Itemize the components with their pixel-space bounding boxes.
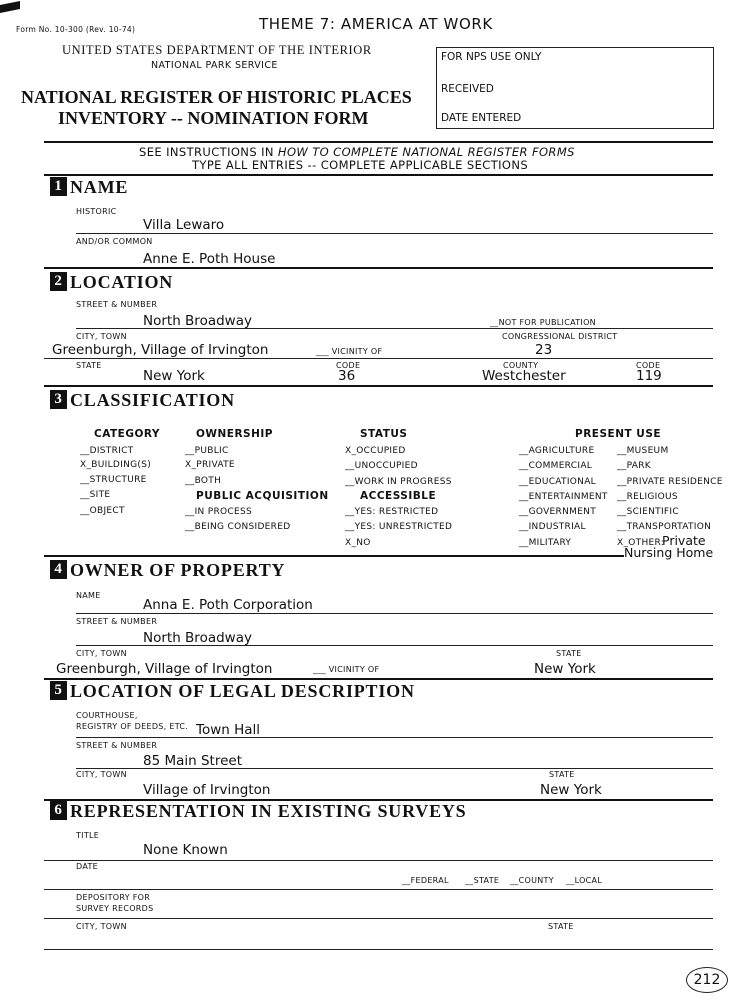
- district-label: CONGRESSIONAL DISTRICT: [502, 332, 618, 341]
- form-number: Form No. 10-300 (Rev. 10-74): [16, 25, 136, 34]
- category-header: CATEGORY: [94, 428, 161, 440]
- other-use-value-1: Private: [662, 533, 706, 548]
- acquisition-option: __BEING CONSIDERED: [185, 522, 291, 532]
- section1-heading: [50, 177, 128, 198]
- loc-city-rule: [44, 358, 713, 359]
- present-use-option: __PRIVATE RESIDENCE: [617, 477, 723, 487]
- survey-date-label: DATE: [76, 862, 99, 871]
- section5-top-rule: [44, 678, 713, 680]
- nps-received-label: RECEIVED: [441, 83, 494, 95]
- present-use-option: __RELIGIOUS: [617, 492, 678, 502]
- county-label: COUNTY: [503, 361, 539, 370]
- present-use-option: __SCIENTIFIC: [617, 507, 679, 517]
- acquisition-header: PUBLIC ACQUISITION: [196, 490, 329, 502]
- survey-level-option: __COUNTY: [510, 876, 554, 885]
- section5-heading: [50, 681, 415, 702]
- section6-heading: [50, 801, 467, 822]
- category-option: __OBJECT: [80, 506, 125, 516]
- category-option: X_BUILDING(S): [80, 460, 152, 470]
- owner-name-rule: [76, 613, 713, 614]
- legal-state-value: New York: [540, 782, 602, 798]
- present-use-option: __EDUCATIONAL: [519, 477, 596, 487]
- nps-box-title: FOR NPS USE ONLY: [441, 51, 542, 63]
- ownership-header: OWNERSHIP: [196, 428, 274, 440]
- category-option: __SITE: [80, 490, 111, 500]
- theme-heading: THEME 7: AMERICA AT WORK: [259, 15, 493, 33]
- loc-street-rule: [76, 328, 713, 329]
- survey-title-value: None Known: [143, 842, 228, 858]
- survey-level-option: __FEDERAL: [402, 876, 449, 885]
- present-use-option: __TRANSPORTATION: [617, 522, 712, 532]
- page-number: 212: [686, 967, 728, 993]
- legal-street-rule: [76, 768, 713, 769]
- nps-date-entered-label: DATE ENTERED: [441, 112, 522, 124]
- present-use-option: __COMMERCIAL: [519, 461, 593, 471]
- instructions-italic: HOW TO COMPLETE NATIONAL REGISTER FORMS: [277, 145, 575, 159]
- county-code-label: CODE: [636, 361, 661, 370]
- instructions-prefix: SEE INSTRUCTIONS IN: [139, 145, 278, 159]
- owner-street-rule: [76, 645, 713, 646]
- loc-city-label: CITY, TOWN: [76, 332, 127, 341]
- owner-city-label: CITY, TOWN: [76, 649, 127, 658]
- owner-street-label: STREET & NUMBER: [76, 617, 158, 626]
- depository-label-2: SURVEY RECORDS: [76, 904, 154, 913]
- ownership-option: X_PRIVATE: [185, 460, 235, 470]
- present-use-option: __INDUSTRIAL: [519, 522, 586, 532]
- loc-state-label: STATE: [76, 361, 102, 370]
- section3-number: 3: [50, 390, 67, 409]
- present-use-option: X_OTHER:: [617, 538, 665, 548]
- legal-street-label: STREET & NUMBER: [76, 741, 158, 750]
- present-use-option: __PARK: [617, 461, 651, 471]
- section4-number: 4: [50, 560, 67, 579]
- depository-label-1: DEPOSITORY FOR: [76, 893, 151, 902]
- legal-state-label: STATE: [549, 770, 575, 779]
- loc-vicinity: ___ VICINITY OF: [316, 347, 383, 356]
- survey-city-label: CITY, TOWN: [76, 922, 127, 931]
- section1-number: 1: [50, 177, 67, 196]
- section3-top-rule: [44, 385, 713, 387]
- present-use-option: __AGRICULTURE: [519, 446, 595, 456]
- owner-name-label: NAME: [76, 591, 101, 600]
- other-use-value-2: Nursing Home: [624, 545, 714, 560]
- section5-number: 5: [50, 681, 67, 700]
- nps-use-box: [436, 47, 714, 129]
- ownership-option: __BOTH: [185, 476, 222, 486]
- courthouse-label-2: REGISTRY OF DEEDS, ETC.: [76, 722, 189, 731]
- loc-state-value: New York: [143, 368, 205, 384]
- corner-mark-icon: [0, 0, 22, 19]
- section2-title: LOCATION: [70, 272, 174, 292]
- section4-heading: [50, 560, 285, 581]
- form-title-line1: NATIONAL REGISTER OF HISTORIC PLACES: [21, 87, 412, 107]
- instructions-line2: TYPE ALL ENTRIES -- COMPLETE APPLICABLE SECTIONS: [192, 158, 529, 172]
- owner-city-value: Greenburgh, Village of Irvington: [56, 661, 273, 677]
- courthouse-rule: [76, 737, 713, 738]
- accessible-option: __YES: UNRESTRICTED: [345, 522, 453, 532]
- section4-title: OWNER OF PROPERTY: [70, 560, 286, 580]
- section3-heading: [50, 390, 235, 411]
- owner-state-value: New York: [534, 661, 596, 677]
- accessible-option: X_NO: [345, 538, 371, 548]
- status-option: X_OCCUPIED: [345, 446, 406, 456]
- acquisition-option: __IN PROCESS: [185, 507, 253, 517]
- county-code-value: 119: [636, 368, 662, 384]
- survey-date-rule: [44, 889, 713, 890]
- survey-title-rule: [44, 860, 713, 861]
- loc-street-value: North Broadway: [143, 313, 252, 329]
- historic-rule: [76, 233, 713, 234]
- accessible-header: ACCESSIBLE: [360, 490, 437, 502]
- form-title-line2: INVENTORY -- NOMINATION FORM: [58, 108, 369, 128]
- not-for-publication: __NOT FOR PUBLICATION: [490, 318, 596, 327]
- section5-title: LOCATION OF LEGAL DESCRIPTION: [70, 681, 415, 701]
- section3-title: CLASSIFICATION: [70, 390, 235, 410]
- section2-heading: [50, 272, 173, 293]
- district-value: 23: [535, 342, 553, 358]
- accessible-option: __YES: RESTRICTED: [345, 507, 439, 517]
- section4-top-rule: [44, 555, 624, 557]
- section1-title: NAME: [70, 177, 129, 197]
- historic-value: Villa Lewaro: [143, 217, 225, 233]
- section2-top-rule: [44, 267, 713, 269]
- survey-state-label: STATE: [548, 922, 574, 931]
- common-value: Anne E. Poth House: [143, 251, 276, 267]
- instructions-line1: [139, 145, 575, 159]
- legal-street-value: 85 Main Street: [143, 753, 243, 769]
- section6-title: REPRESENTATION IN EXISTING SURVEYS: [70, 801, 467, 821]
- legal-city-value: Village of Irvington: [143, 782, 271, 798]
- historic-label: HISTORIC: [76, 207, 117, 216]
- legal-city-label: CITY, TOWN: [76, 770, 127, 779]
- survey-title-label: TITLE: [76, 831, 100, 840]
- owner-vicinity: ___ VICINITY OF: [313, 665, 380, 674]
- present-use-option: __GOVERNMENT: [519, 507, 597, 517]
- county-value: Westchester: [482, 368, 566, 384]
- service-name: NATIONAL PARK SERVICE: [151, 60, 278, 71]
- courthouse-value: Town Hall: [196, 722, 261, 738]
- loc-street-label: STREET & NUMBER: [76, 300, 158, 309]
- loc-code-value: 36: [338, 368, 356, 384]
- courthouse-label-1: COURTHOUSE,: [76, 711, 138, 720]
- owner-street-value: North Broadway: [143, 630, 252, 646]
- status-header: STATUS: [360, 428, 408, 440]
- category-option: __STRUCTURE: [80, 475, 147, 485]
- section2-number: 2: [50, 272, 67, 291]
- department-name: UNITED STATES DEPARTMENT OF THE INTERIOR: [62, 43, 372, 57]
- status-option: __WORK IN PROGRESS: [345, 477, 452, 487]
- survey-level-option: __STATE: [465, 876, 500, 885]
- owner-name-value: Anna E. Poth Corporation: [143, 597, 313, 613]
- loc-city-value: Greenburgh, Village of Irvington: [52, 342, 269, 358]
- survey-level-option: __LOCAL: [566, 876, 603, 885]
- ownership-option: __PUBLIC: [185, 446, 229, 456]
- status-option: __UNOCCUPIED: [345, 461, 418, 471]
- survey-city-rule: [44, 949, 713, 950]
- present-use-option: __ENTERTAINMENT: [519, 492, 608, 502]
- category-option: __DISTRICT: [80, 446, 134, 456]
- present-use-option: __MILITARY: [519, 538, 572, 548]
- section1-top-rule: [44, 174, 713, 176]
- present-use-option: __MUSEUM: [617, 446, 669, 456]
- section6-number: 6: [50, 801, 67, 820]
- owner-state-label: STATE: [556, 649, 582, 658]
- loc-code-label: CODE: [336, 361, 361, 370]
- header-divider: [44, 141, 713, 143]
- common-label: AND/OR COMMON: [76, 237, 153, 246]
- depository-rule: [44, 918, 713, 919]
- present-use-header: PRESENT USE: [575, 428, 662, 440]
